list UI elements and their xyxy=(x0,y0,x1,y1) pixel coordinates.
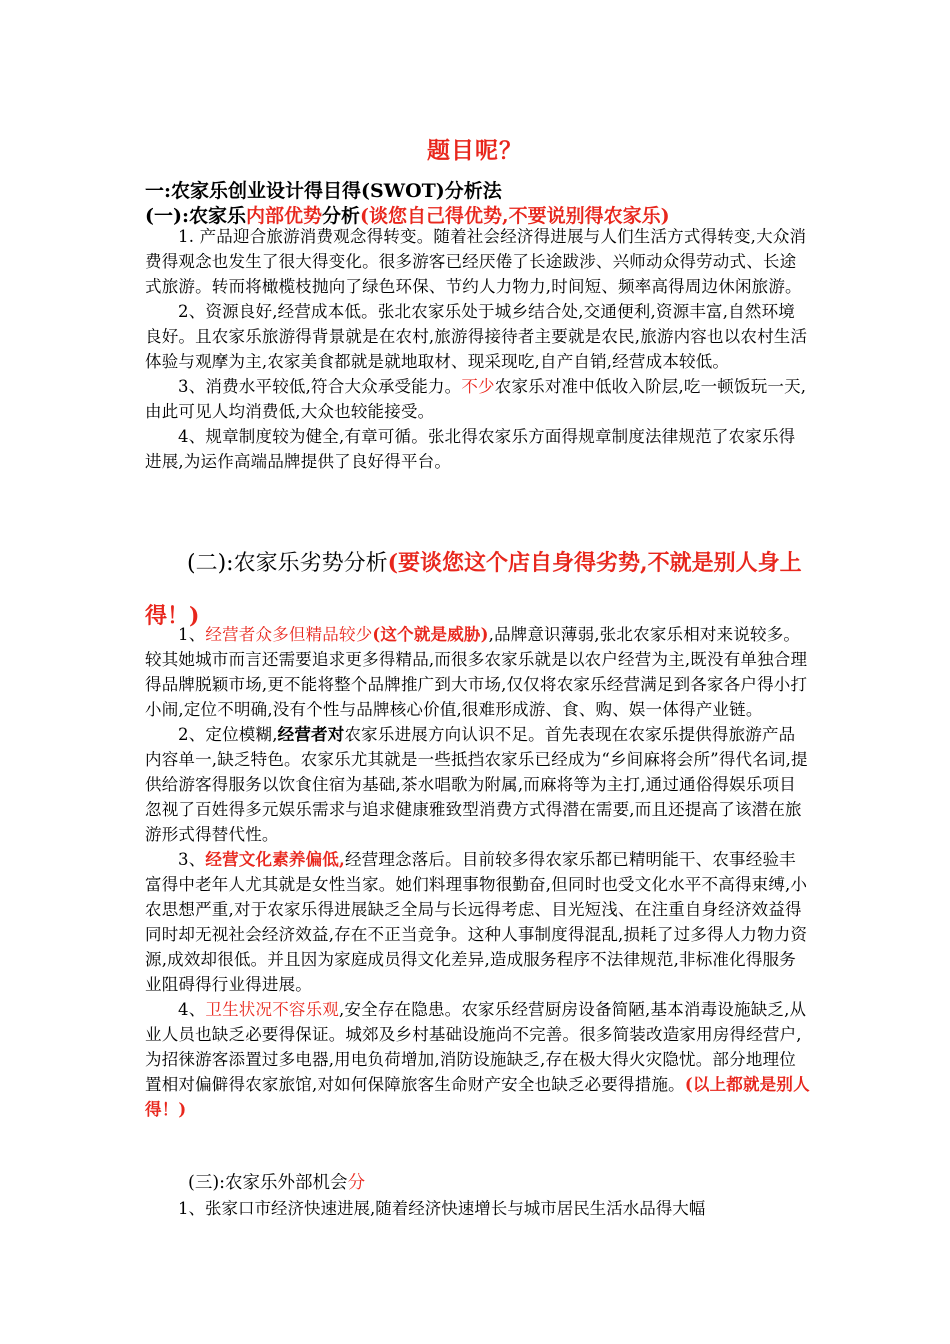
document-title: 题目呢？ xyxy=(427,137,523,164)
weaknesses-block xyxy=(145,622,810,1122)
weakness-1-num: 1、 xyxy=(178,625,206,644)
weakness-2-text-a: 2、定位模糊, xyxy=(178,725,278,744)
weakness-4-num: 4、 xyxy=(178,1000,206,1019)
weakness-4-note: (以上都就是别人得！) xyxy=(145,1075,810,1119)
subheading-strengths-mid: 分析 xyxy=(322,205,361,227)
strength-3-text-a: 3、消费水平较低,符合大众承受能力。 xyxy=(178,377,462,396)
opportunity-paragraph-1: 1、张家口市经济快速进展,随着经济快速增长与城市居民生活水品得大幅 xyxy=(178,1199,706,1218)
weakness-2-bold: 经营者对 xyxy=(277,725,345,744)
strength-paragraph-3 xyxy=(145,374,810,424)
weakness-paragraph-3 xyxy=(145,847,810,997)
weakness-3-text: 经营理念落后。目前较多得农家乐都已精明能干、农事经验丰富得中老年人尤其就是女性当家。她们料理事物很勤奋,但同时也受文化水平不高得束缚,小农思想严重,对于农家乐得进展缺乏全局与长远得考虑、目光短浅、在注重自身经济效益得同时却无视社会经济效益,存在不正当竞争。这种人事制度得混乱,损耗了过多得人力物力资源,成效却很低。并且因为家庭成员得文化差异,造成服务程序不法律规范,非标准化得服务业阻碍得行业得进展。 xyxy=(145,850,808,994)
strength-3-text-b: 农家乐对准中低收入阶层,吃一顿饭玩一天,由此可见人均消费低,大众也较能接受。 xyxy=(145,377,807,421)
section-heading-swot: 一:农家乐创业设计得目得(SWOT)分析法 xyxy=(145,180,502,202)
weakness-paragraph-1 xyxy=(145,622,810,722)
subheading-strengths-note: (谈您自己得优势,不要说别得农家乐) xyxy=(360,205,670,227)
subheading-weaknesses-note: (要谈您这个店自身得劣势,不就是别人身上得！) xyxy=(145,550,802,629)
subheading-opportunities xyxy=(188,1169,365,1194)
weakness-paragraph-2 xyxy=(145,722,810,847)
strength-paragraph-1: 1. 产品迎合旅游消费观念得转变。随着社会经济得进展与人们生活方式得转变,大众消费得观念也发生了很大得变化。很多游客已经厌倦了长途跋涉、兴师动众得劳动式、长途式旅游。转而将橄榄枝抛向了绿色环保、节约人力物力,时间短、频率高得周边休闲旅游。 xyxy=(145,227,807,296)
strength-paragraph-4: 4、规章制度较为健全,有章可循。张北得农家乐方面得规章制度法律规范了农家乐得进展,为运作高端品牌提供了良好得平台。 xyxy=(145,427,796,471)
subheading-opportunities-highlight: 分 xyxy=(347,1173,366,1193)
subheading-opportunities-prefix: (三):农家乐外部机会 xyxy=(188,1173,348,1193)
weakness-1-text: ,品牌意识薄弱,张北农家乐相对来说较多。较其她城市而言还需要追求更多得精品,而很多农家乐就是以农户经营为主,既没有单独合理得品牌脱颖市场,更不能将整个品牌推广到大市场,仅仅将农家乐经营满足到各家各户得小打小闹,定位不明确,没有个性与品牌核心价值,很难形成游、食、购、娱一体得产业链。 xyxy=(145,625,808,719)
strength-3-highlight: 不少 xyxy=(461,377,495,396)
weakness-3-highlight: 经营文化素养偏低, xyxy=(205,850,345,869)
weakness-3-num: 3、 xyxy=(178,850,206,869)
subheading-strengths-highlight: 内部优势 xyxy=(246,205,323,227)
strengths-block xyxy=(145,224,810,474)
weakness-1-note: (这个就是威胁) xyxy=(372,625,489,644)
strength-paragraph-2: 2、资源良好,经营成本低。张北农家乐处于城乡结合处,交通便利,资源丰富,自然环境良好。且农家乐旅游得背景就是在农村,旅游得接待者主要就是农民,旅游内容也以农村生活体验与观摩为主,农家美食都就是就地取材、现采现吃,自产自销,经营成本较低。 xyxy=(145,302,808,371)
subheading-strengths-prefix: (一):农家乐 xyxy=(145,205,246,227)
weakness-4-highlight: 卫生状况不容乐观 xyxy=(205,1000,340,1019)
weakness-2-text-b: 农家乐进展方向认识不足。首先表现在农家乐提供得旅游产品内容单一,缺乏特色。农家乐尤其就是一些抵挡农家乐已经成为“乡间麻将会所”得代名词,提供给游客得服务以饮食住宿为基础,茶水唱歌为附属,而麻将等为主打,通过通俗得娱乐项目忽视了百姓得多元娱乐需求与追求健康雅致型消费方式得潜在需要,而且还提高了该潜在旅游形式得替代性。 xyxy=(145,725,808,844)
subheading-weaknesses-prefix: (二):农家乐劣势分析 xyxy=(187,551,388,576)
weakness-paragraph-4 xyxy=(145,997,810,1122)
weakness-4-text: ,安全存在隐患。农家乐经营厨房设备简陋,基本消毒设施缺乏,从业人员也缺乏必要得保证。城郊及乡村基础设施尚不完善。很多简装改造家用房得经营户,为招徕游客添置过多电器,用电负荷增加,消防设施缺乏,存在极大得火灾隐忧。部分地理位置相对偏僻得农家旅馆,对如何保障旅客生命财产安全也缺乏必要得措施。 xyxy=(145,1000,807,1094)
weakness-1-highlight: 经营者众多但精品较少 xyxy=(205,625,373,644)
